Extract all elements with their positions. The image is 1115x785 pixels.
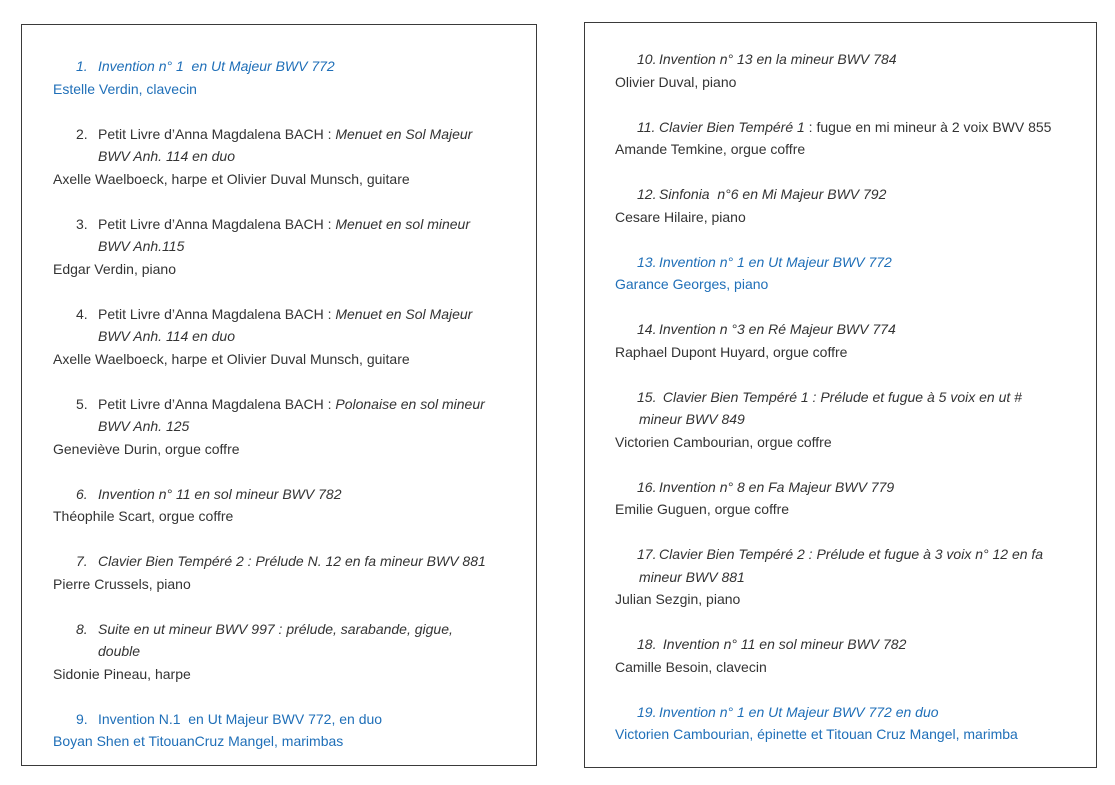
item-number: 17. [637,546,657,562]
item-number: 11. [637,118,656,135]
title-segment: Clavier Bien Tempéré 1 : Prélude et fugue à 5 voix en ut # [659,388,1022,405]
item-number: 6. [76,485,88,502]
performer-line: Amande Temkine, orgue coffre [615,141,806,157]
title-segment: BWV Anh. 125 [98,418,190,434]
title-segment: Invention n° 1 en Ut Majeur BWV 772 [98,58,335,74]
program-item [585,633,1096,678]
program-item [585,476,1096,521]
program-item [22,708,536,753]
performer-line: Julian Sezgin, piano [615,591,741,607]
title-segment: Invention n° 13 en la mineur BWV 784 [659,51,897,67]
program-item [585,318,1096,363]
item-title-line [585,543,1096,566]
item-title-wrap-line [22,145,536,168]
page-1 [21,24,537,766]
performer-line: Camille Besoin, clavecin [615,658,767,675]
performer-line: Cesare Hilaire, piano [615,208,746,225]
performer-line: Axelle Waelboeck, harpe et Olivier Duval Munsch, guitare [53,350,410,367]
performer-line: Edgar Verdin, piano [53,260,176,277]
title-segment: Invention n° 8 en Fa Majeur BWV 779 [659,478,895,495]
title-segment: mineur BWV 849 [639,411,745,427]
program-item [22,393,536,461]
item-title-line [22,550,536,573]
item-number: 4. [76,305,88,322]
title-segment: Invention n °3 en Ré Majeur BWV 774 [659,321,896,337]
performer-line: Boyan Shen et TitouanCruz Mangel, marimbas [53,733,344,749]
item-title-line [22,213,536,236]
program-item [585,183,1096,228]
title-segment: Menuet en sol mineur [335,215,470,232]
program-item [22,618,536,686]
item-title-line [22,55,536,78]
item-number: 16. [637,478,657,495]
item-title-line [22,393,536,416]
item-number: 13. [637,253,657,270]
item-number: 3. [76,215,88,232]
title-segment: Petit Livre d’Anna Magdalena BACH : [98,305,336,322]
program-item [22,550,536,595]
title-segment: Invention n° 11 en sol mineur BWV 782 [98,485,342,502]
item-title-line [22,123,536,146]
item-number: 2. [76,125,88,142]
title-segment: Invention n° 11 en sol mineur BWV 782 [659,636,907,652]
item-title-wrap-line [22,325,536,348]
item-number: 15. [637,388,657,405]
title-segment: mineur BWV 881 [639,568,745,585]
title-segment: : fugue en mi mineur à 2 voix BWV 855 [804,118,1052,135]
program-item [22,55,536,100]
program-item [585,48,1096,93]
title-segment: Suite en ut mineur BWV 997 : prélude, sarabande, gigue, [98,620,453,637]
item-title-line [22,303,536,326]
title-segment: Petit Livre d’Anna Magdalena BACH : [98,125,336,142]
title-segment: Petit Livre d’Anna Magdalena BACH : [98,215,336,232]
item-number: 14. [637,321,657,337]
performer-line: Pierre Crussels, piano [53,575,191,592]
performer-line: Raphael Dupont Huyard, orgue coffre [615,343,848,360]
item-title-line [585,183,1096,206]
program-item [585,701,1096,746]
title-segment: Clavier Bien Tempéré 2 : Prélude et fugue à 3 voix n° 12 en fa [659,546,1044,562]
item-title-wrap-line [585,408,1096,431]
title-segment: BWV Anh. 114 en duo [98,148,235,164]
performer-line: Axelle Waelboeck, harpe et Olivier Duval Munsch, guitare [53,170,410,187]
page-2-items [585,48,1096,746]
performer-line: Victorien Cambourian, orgue coffre [615,433,832,450]
item-title-wrap-line [585,566,1096,589]
program-item [22,123,536,191]
performer-line: Garance Georges, piano [615,276,769,292]
item-title-line [585,476,1096,499]
title-segment: BWV Anh.115 [98,238,185,254]
performer-line: Olivier Duval, piano [615,73,737,90]
item-number: 12. [637,186,657,202]
program-item [585,116,1096,161]
item-title-line [22,483,536,506]
item-title-line [22,618,536,641]
title-segment: Petit Livre d’Anna Magdalena BACH : [98,395,336,412]
item-number: 18. [637,636,657,652]
item-number: 19. [637,703,657,720]
program-item [585,543,1096,611]
title-segment: Sinfonia n°6 en Mi Majeur BWV 792 [659,186,887,202]
item-title-line [585,251,1096,274]
item-number: 8. [76,620,88,637]
performer-line: Emilie Guguen, orgue coffre [615,501,790,517]
item-number: 9. [76,710,88,727]
item-title-line [585,116,1096,139]
program-item [22,483,536,528]
item-number: 10. [637,51,657,67]
title-segment: double [98,643,141,659]
title-segment: Invention n° 1 en Ut Majeur BWV 772 [659,253,892,270]
item-title-wrap-line [22,235,536,258]
title-segment: Invention N.1 en Ut Majeur BWV 772, en duo [98,710,383,727]
title-segment: Menuet en Sol Majeur [335,305,473,322]
item-title-wrap-line [22,640,536,663]
item-title-line [585,633,1096,656]
item-number: 7. [76,553,88,569]
performer-line: Geneviève Durin, orgue coffre [53,440,240,457]
performer-line: Sidonie Pineau, harpe [53,665,191,682]
item-title-line [585,48,1096,71]
item-title-wrap-line [22,415,536,438]
item-title-line [585,318,1096,341]
title-segment: BWV Anh. 114 en duo [98,328,235,344]
program-item [22,303,536,371]
title-segment: Polonaise en sol mineur [335,395,485,412]
item-title-line [585,701,1096,724]
performer-line: Victorien Cambourian, épinette et Titouan Cruz Mangel, marimba [615,726,1018,742]
item-number: 1. [76,58,88,74]
item-number: 5. [76,395,88,412]
performer-line: Estelle Verdin, clavecin [53,80,197,97]
item-title-line [22,708,536,731]
title-segment: Menuet en Sol Majeur [335,125,473,142]
program-item [585,386,1096,454]
program-item [22,213,536,281]
page-2 [584,22,1097,768]
title-segment: Clavier Bien Tempéré 1 [659,118,805,135]
item-title-line [585,386,1096,409]
title-segment: Clavier Bien Tempéré 2 : Prélude N. 12 en fa mineur BWV 881 [98,553,486,569]
program-item [585,251,1096,296]
performer-line: Théophile Scart, orgue coffre [53,508,234,524]
title-segment: Invention n° 1 en Ut Majeur BWV 772 en duo [659,703,939,720]
page-1-items [22,55,536,753]
